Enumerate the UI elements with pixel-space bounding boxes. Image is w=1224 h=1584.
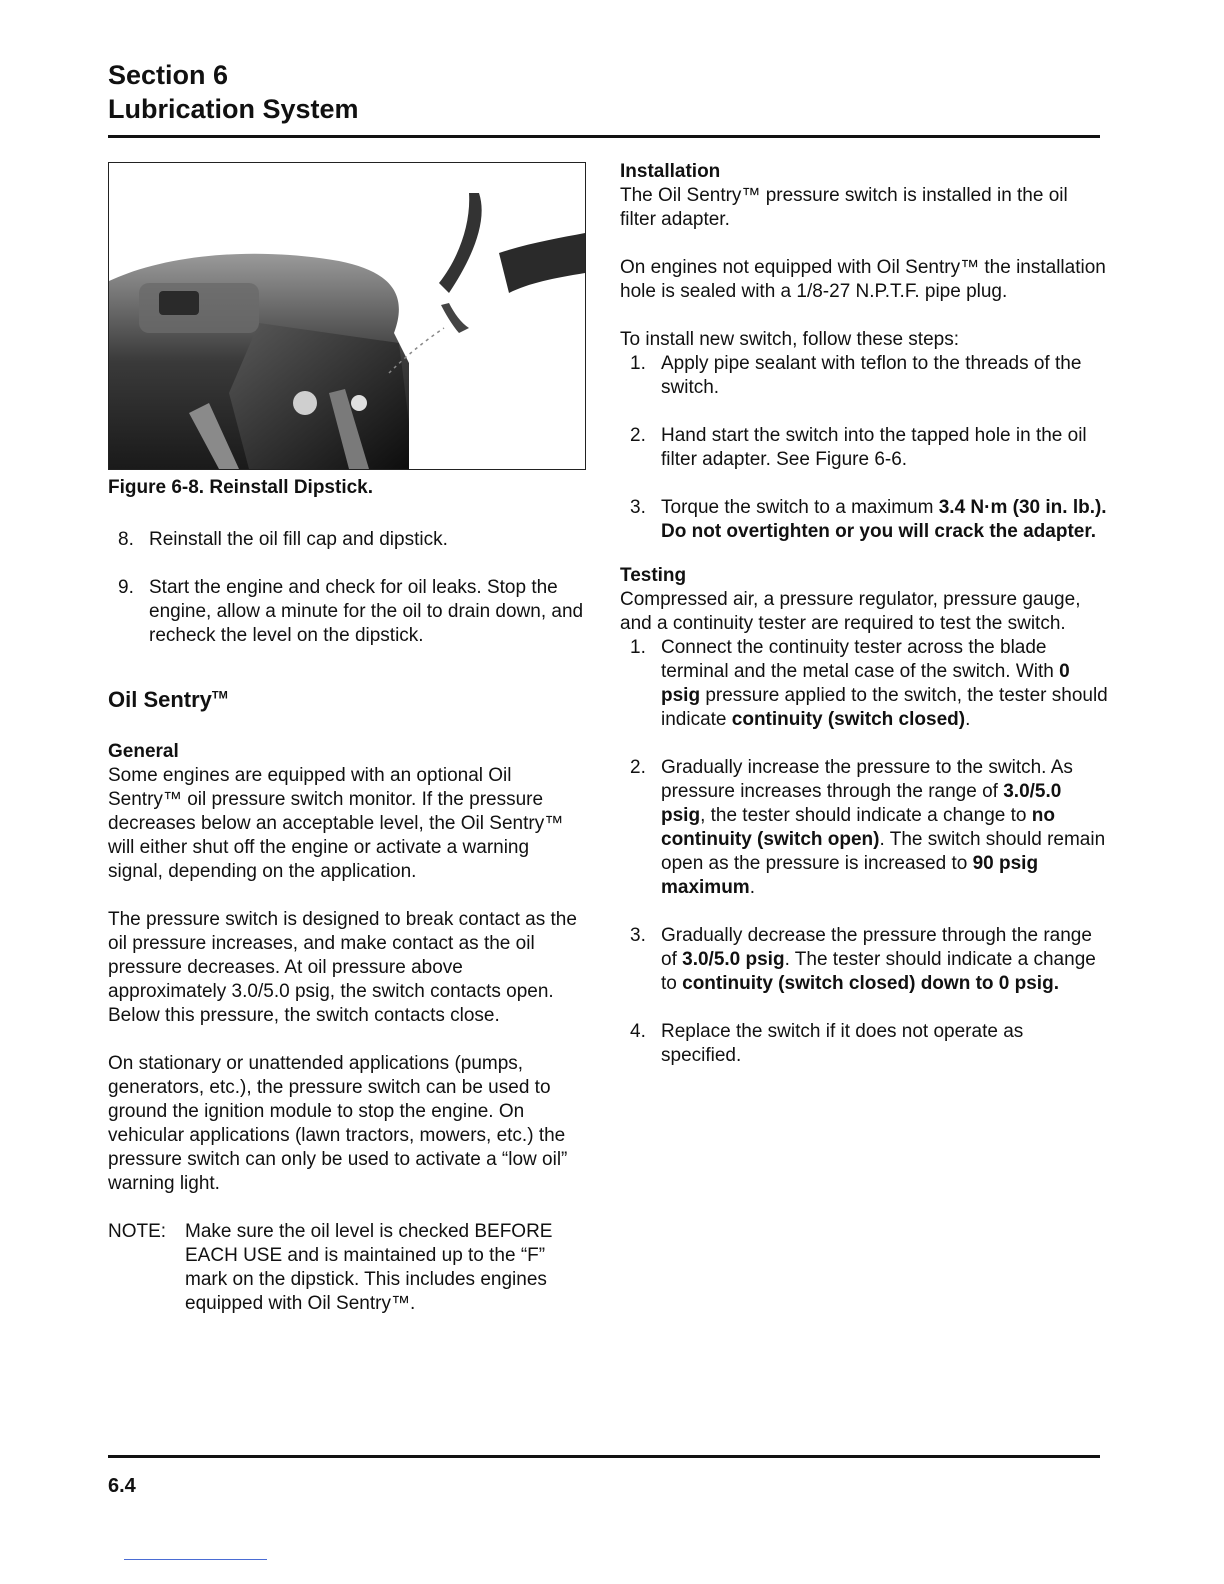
step-text: Apply pipe sealant with teflon to the threads of the switch. <box>661 353 1082 398</box>
step-number: 9. <box>118 577 134 598</box>
installation-steps <box>620 352 1108 544</box>
section-label: Section 6 <box>108 60 229 90</box>
figure-photo <box>108 162 586 470</box>
step-text-part: . The switch should remain open as the pressure is increased to <box>661 829 1106 874</box>
step-bold-part: no continuity (switch open) <box>661 805 1055 850</box>
general-paragraph-1: Some engines are equipped with an optional Oil Sentry™ oil pressure switch monitor. If the pressure decreases below an acceptable level, the Oil Sentry™ will either shut off the engine or activate a warning signal, depending on the application. <box>108 765 564 882</box>
step-number: 1. <box>630 353 646 374</box>
general-heading: General <box>108 741 179 762</box>
step-text-part: . <box>965 709 971 730</box>
reinstall-steps <box>108 528 586 648</box>
engine-dipstick-illustration <box>109 163 585 469</box>
link-underline <box>124 1559 267 1560</box>
list-item <box>620 756 1108 900</box>
left-column <box>108 162 586 1316</box>
step-number: 3. <box>630 925 646 946</box>
list-item <box>620 496 1108 544</box>
step-number: 4. <box>630 1021 646 1042</box>
step-text: Hand start the switch into the tapped hole in the oil filter adapter. See Figure 6-6. <box>661 425 1087 470</box>
step-bold-part: 3.0/5.0 psig <box>661 781 1062 826</box>
note-label: NOTE: <box>108 1221 167 1242</box>
step-text-part: Connect the continuity tester across the blade terminal and the metal case of the switch. With <box>661 637 1060 682</box>
installation-paragraph-1: The Oil Sentry™ pressure switch is installed in the oil filter adapter. <box>620 185 1068 230</box>
step-text-part: pressure applied to the switch, the tester should indicate <box>661 685 1108 730</box>
oil-sentry-heading-text: Oil Sentry <box>108 687 212 712</box>
step-text: Start the engine and check for oil leaks. Stop the engine, allow a minute for the oil to drain down, and recheck the level on the dipstick. <box>149 577 584 646</box>
oil-sentry-heading <box>108 688 586 712</box>
step-number: 3. <box>630 497 646 518</box>
step-bold-part: 90 psig maximum <box>661 853 1039 898</box>
section-title: Lubrication System <box>108 94 359 124</box>
installation-heading: Installation <box>620 161 721 182</box>
step-text: Reinstall the oil fill cap and dipstick. <box>149 529 448 550</box>
note-text: Make sure the oil level is checked BEFORE EACH USE and is maintained up to the “F” mark on the dipstick. This includes engines equipped with Oil Sentry™. <box>185 1221 553 1314</box>
list-item <box>620 924 1108 996</box>
step-text <box>661 497 1107 542</box>
footer-rule <box>108 1455 1100 1458</box>
step-number: 1. <box>630 637 646 658</box>
testing-paragraph: Compressed air, a pressure regulator, pressure gauge, and a continuity tester are required to test the switch. <box>620 589 1081 634</box>
list-item <box>620 352 1108 400</box>
figure-caption: Figure 6-8. Reinstall Dipstick. <box>108 477 374 498</box>
list-item <box>620 1020 1108 1068</box>
page-number: 6.4 <box>108 1475 136 1497</box>
step-text <box>661 637 1108 730</box>
trademark-mark: TM <box>211 689 228 702</box>
testing-heading: Testing <box>620 565 687 586</box>
step-number: 2. <box>630 757 646 778</box>
step-number: 8. <box>118 529 134 550</box>
step-text-part: , the tester should indicate a change to <box>700 805 1032 826</box>
list-item <box>108 528 586 552</box>
list-item <box>108 576 586 648</box>
right-column <box>620 160 1108 1068</box>
list-item <box>620 424 1108 472</box>
page-header <box>108 58 359 126</box>
step-text-part: Torque the switch to a maximum <box>661 497 939 518</box>
step-bold-part: 3.0/5.0 psig <box>682 949 785 970</box>
step-text-part: Gradually increase the pressure to the switch. As pressure increases through the range of <box>661 757 1073 802</box>
installation-paragraph-3: To install new switch, follow these steps: <box>620 329 959 350</box>
general-paragraph-2: The pressure switch is designed to break contact as the oil pressure increases, and make contact as the oil pressure decreases. At oil pressure above approximately 3.0/5.0 psig, the switch contacts open. Below this pressure, the switch contacts close. <box>108 909 577 1026</box>
list-item <box>620 636 1108 732</box>
step-bold-part: 0 psig <box>661 661 1070 706</box>
step-text <box>661 757 1105 898</box>
general-paragraph-3: On stationary or unattended applications (pumps, generators, etc.), the pressure switch can be used to ground the ignition module to stop the engine. On vehicular applications (lawn tractors, mowers, etc.) the pressure switch can only be used to activate a “low oil” warning light. <box>108 1053 568 1194</box>
step-text <box>661 925 1096 994</box>
header-rule <box>108 135 1100 138</box>
step-bold-part: continuity (switch closed) down to 0 psig. <box>682 973 1059 994</box>
step-text-part: Gradually decrease the pressure through the range of <box>661 925 1092 970</box>
note-block <box>108 1220 586 1316</box>
installation-paragraph-2: On engines not equipped with Oil Sentry™ the installation hole is sealed with a 1/8-27 N.P.T.F. pipe plug. <box>620 257 1106 302</box>
testing-steps <box>620 636 1108 1068</box>
step-text-part: . <box>749 877 755 898</box>
step-number: 2. <box>630 425 646 446</box>
step-text-part: . The tester should indicate a change to <box>661 949 1096 994</box>
step-bold-part: continuity (switch closed) <box>731 709 966 730</box>
torque-spec: 3.4 N·m (30 in. lb.). Do not overtighten or you will crack the adapter. <box>661 497 1107 542</box>
step-text: Replace the switch if it does not operate as specified. <box>661 1021 1024 1066</box>
